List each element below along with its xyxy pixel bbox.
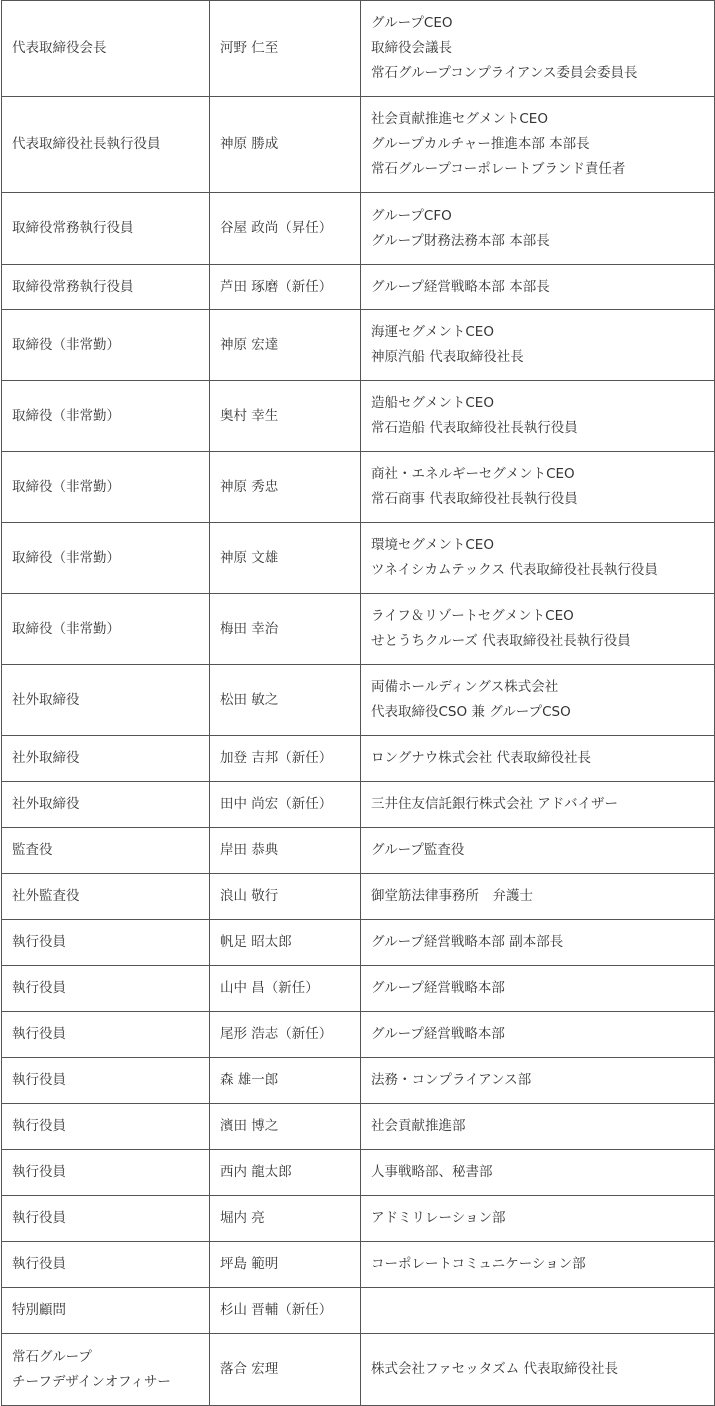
person-name: 杉山 晋輔（新任）: [220, 1302, 333, 1318]
position-cell: [2, 1150, 210, 1196]
role-line: グループ財務法務本部 本部長: [371, 232, 550, 249]
role-cell: [361, 523, 715, 594]
person-name: 神原 宏達: [220, 336, 279, 353]
position-line: 取締役常務執行役員: [12, 220, 134, 236]
position-cell: [2, 1334, 210, 1406]
name-cell: [210, 828, 361, 874]
role-line: アドミリレーション部: [371, 1210, 506, 1226]
table-row: [2, 594, 715, 665]
table-row: [2, 1196, 715, 1242]
name-cell: [210, 594, 361, 665]
role-cell: [361, 920, 715, 966]
role-line: せとうちクルーズ 代表取締役社長執行役員: [371, 633, 631, 649]
name-cell: [210, 920, 361, 966]
role-line: 代表取締役CSO 兼 グループCSO: [371, 704, 571, 720]
position-cell: [2, 1196, 210, 1242]
table-row: [2, 193, 715, 265]
position-cell: [2, 920, 210, 966]
position-cell: [2, 523, 210, 594]
role-line: 御堂筋法律事務所 弁護士: [371, 888, 533, 904]
position-line: 社外取締役: [12, 750, 80, 766]
role-line: 取締役会議長: [371, 40, 452, 56]
table-row: [2, 310, 715, 381]
role-cell: [361, 265, 715, 310]
role-cell: [361, 874, 715, 920]
person-name: 浪山 敬行: [220, 888, 279, 904]
role-cell: [361, 1, 715, 97]
role-line: 両備ホールディングス株式会社: [371, 679, 559, 695]
role-line: グループ経営戦略本部 本部長: [371, 278, 550, 295]
name-cell: [210, 381, 361, 452]
position-line: 執行役員: [12, 1210, 66, 1226]
position-line: 取締役（非常勤）: [12, 407, 120, 424]
person-name: 芦田 琢磨（新任）: [220, 278, 333, 295]
table-row: [2, 1150, 715, 1196]
position-cell: [2, 1288, 210, 1334]
role-line: 社会貢献推進セグメントCEO: [371, 111, 548, 127]
name-cell: [210, 782, 361, 828]
position-line: 社外監査役: [12, 888, 80, 904]
name-cell: [210, 523, 361, 594]
role-line: 人事戦略部、秘書部: [371, 1164, 493, 1180]
position-line: 社外取締役: [12, 796, 80, 812]
person-name: 神原 勝成: [220, 136, 279, 152]
role-cell: [361, 97, 715, 193]
person-name: 河野 仁至: [220, 40, 279, 56]
table-row: [2, 452, 715, 523]
name-cell: [210, 452, 361, 523]
position-cell: [2, 736, 210, 782]
name-cell: [210, 736, 361, 782]
position-cell: [2, 1, 210, 97]
role-line: 商社・エネルギーセグメントCEO: [371, 466, 575, 482]
role-line: 常石グループコーポレートブランド責任者: [371, 161, 626, 177]
position-line: 特別顧問: [12, 1302, 66, 1318]
role-cell: [361, 1242, 715, 1288]
person-name: 谷屋 政尚（昇任）: [220, 220, 333, 236]
role-cell: [361, 1150, 715, 1196]
table-row: [2, 381, 715, 452]
table-row: [2, 265, 715, 310]
role-cell: [361, 193, 715, 265]
name-cell: [210, 1150, 361, 1196]
person-name: 奥村 幸生: [220, 407, 279, 424]
person-name: 森 雄一郎: [220, 1072, 279, 1088]
person-name: 帆足 昭太郎: [220, 934, 292, 950]
table-row: [2, 1104, 715, 1150]
person-name: 西内 龍太郎: [220, 1164, 292, 1180]
position-line: 執行役員: [12, 1118, 66, 1134]
person-name: 山中 昌（新任）: [220, 980, 319, 996]
role-line: 社会貢献推進部: [371, 1118, 466, 1134]
table-row: [2, 1012, 715, 1058]
position-cell: [2, 594, 210, 665]
table-row: [2, 1288, 715, 1334]
position-cell: [2, 966, 210, 1012]
name-cell: [210, 1058, 361, 1104]
role-line: 常石造船 代表取締役社長執行役員: [371, 420, 578, 436]
role-cell: [361, 736, 715, 782]
position-line: チーフデザインオフィサー: [12, 1373, 171, 1390]
position-cell: [2, 782, 210, 828]
person-name: 梅田 幸治: [220, 620, 279, 637]
position-line: 取締役常務執行役員: [12, 278, 134, 295]
role-line: 海運セグメントCEO: [371, 324, 494, 340]
position-line: 執行役員: [12, 1072, 66, 1088]
name-cell: [210, 1288, 361, 1334]
role-cell: [361, 594, 715, 665]
role-line: ツネイシカムテックス 代表取締役社長執行役員: [371, 562, 658, 578]
officers-table: [1, 0, 715, 1406]
role-cell: [361, 966, 715, 1012]
table-row: [2, 736, 715, 782]
position-cell: [2, 381, 210, 452]
position-line: 取締役（非常勤）: [12, 336, 120, 353]
role-cell: [361, 1012, 715, 1058]
role-line: 法務・コンプライアンス部: [371, 1072, 532, 1088]
table-row: [2, 874, 715, 920]
position-cell: [2, 1242, 210, 1288]
person-name: 岸田 恭典: [220, 842, 279, 858]
position-line: 監査役: [12, 842, 53, 858]
role-line: 環境セグメントCEO: [371, 537, 494, 553]
table-row: [2, 782, 715, 828]
role-line: グループ監査役: [371, 842, 465, 858]
position-cell: [2, 828, 210, 874]
table-row: [2, 97, 715, 193]
role-cell: [361, 381, 715, 452]
position-line: 執行役員: [12, 934, 66, 950]
person-name: 落合 宏理: [220, 1361, 279, 1377]
position-cell: [2, 874, 210, 920]
role-line: 三井住友信託銀行株式会社 アドバイザー: [371, 796, 619, 812]
position-cell: [2, 665, 210, 736]
position-line: 取締役（非常勤）: [12, 549, 120, 566]
role-line: グループカルチャー推進本部 本部長: [371, 136, 590, 152]
person-name: 神原 文雄: [220, 549, 279, 566]
position-cell: [2, 1104, 210, 1150]
position-cell: [2, 265, 210, 310]
role-line: 株式会社ファセッタズム 代表取締役社長: [371, 1361, 619, 1377]
name-cell: [210, 97, 361, 193]
position-cell: [2, 193, 210, 265]
position-line: 執行役員: [12, 1026, 66, 1042]
position-line: 常石グループ: [12, 1348, 92, 1365]
position-line: 代表取締役社長執行役員: [12, 136, 161, 152]
role-line: 常石グループコンプライアンス委員会委員長: [371, 65, 638, 81]
role-cell: [361, 665, 715, 736]
name-cell: [210, 265, 361, 310]
table-row: [2, 828, 715, 874]
name-cell: [210, 1, 361, 97]
role-cell: [361, 1104, 715, 1150]
position-line: 執行役員: [12, 1164, 66, 1180]
position-line: 代表取締役会長: [12, 40, 107, 56]
table-row: [2, 966, 715, 1012]
role-cell: [361, 1058, 715, 1104]
table-row: [2, 1334, 715, 1406]
person-name: 堀内 亮: [220, 1210, 265, 1226]
position-line: 執行役員: [12, 1256, 66, 1272]
role-cell: [361, 452, 715, 523]
position-line: 社外取締役: [12, 691, 80, 708]
role-line: グループCFO: [371, 207, 452, 224]
name-cell: [210, 665, 361, 736]
name-cell: [210, 1012, 361, 1058]
person-name: 濱田 博之: [220, 1118, 279, 1134]
position-cell: [2, 310, 210, 381]
role-line: 神原汽船 代表取締役社長: [371, 349, 524, 365]
role-cell: [361, 1334, 715, 1406]
name-cell: [210, 966, 361, 1012]
name-cell: [210, 1334, 361, 1406]
person-name: 松田 敏之: [220, 691, 279, 708]
role-cell: [361, 1288, 715, 1334]
position-cell: [2, 452, 210, 523]
role-line: グループ経営戦略本部 副本部長: [371, 934, 564, 950]
role-cell: [361, 828, 715, 874]
role-line: ライフ＆リゾートセグメントCEO: [371, 608, 574, 624]
position-line: 取締役（非常勤）: [12, 478, 120, 495]
role-line: ロングナウ株式会社 代表取締役社長: [371, 750, 592, 766]
name-cell: [210, 193, 361, 265]
role-line: グループCEO: [371, 15, 453, 31]
table-row: [2, 523, 715, 594]
role-cell: [361, 782, 715, 828]
role-line: グループ経営戦略本部: [371, 1026, 505, 1042]
officers-table-body: [2, 1, 715, 1406]
role-line: 造船セグメントCEO: [371, 395, 494, 411]
position-cell: [2, 1012, 210, 1058]
name-cell: [210, 1104, 361, 1150]
role-line: グループ経営戦略本部: [371, 980, 505, 996]
position-line: 取締役（非常勤）: [12, 620, 120, 637]
person-name: 田中 尚宏（新任）: [220, 796, 333, 812]
person-name: 坪島 範明: [220, 1256, 279, 1272]
position-cell: [2, 97, 210, 193]
person-name: 神原 秀忠: [220, 478, 279, 495]
table-row: [2, 1058, 715, 1104]
name-cell: [210, 874, 361, 920]
table-row: [2, 1242, 715, 1288]
name-cell: [210, 310, 361, 381]
name-cell: [210, 1242, 361, 1288]
role-cell: [361, 310, 715, 381]
table-row: [2, 665, 715, 736]
position-line: 執行役員: [12, 980, 66, 996]
table-row: [2, 920, 715, 966]
role-cell: [361, 1196, 715, 1242]
position-cell: [2, 1058, 210, 1104]
person-name: 加登 吉邦（新任）: [220, 750, 333, 766]
role-line: コーポレートコミュニケーション部: [371, 1256, 586, 1272]
person-name: 尾形 浩志（新任）: [220, 1026, 333, 1042]
name-cell: [210, 1196, 361, 1242]
role-line: 常石商事 代表取締役社長執行役員: [371, 491, 578, 507]
table-row: [2, 1, 715, 97]
